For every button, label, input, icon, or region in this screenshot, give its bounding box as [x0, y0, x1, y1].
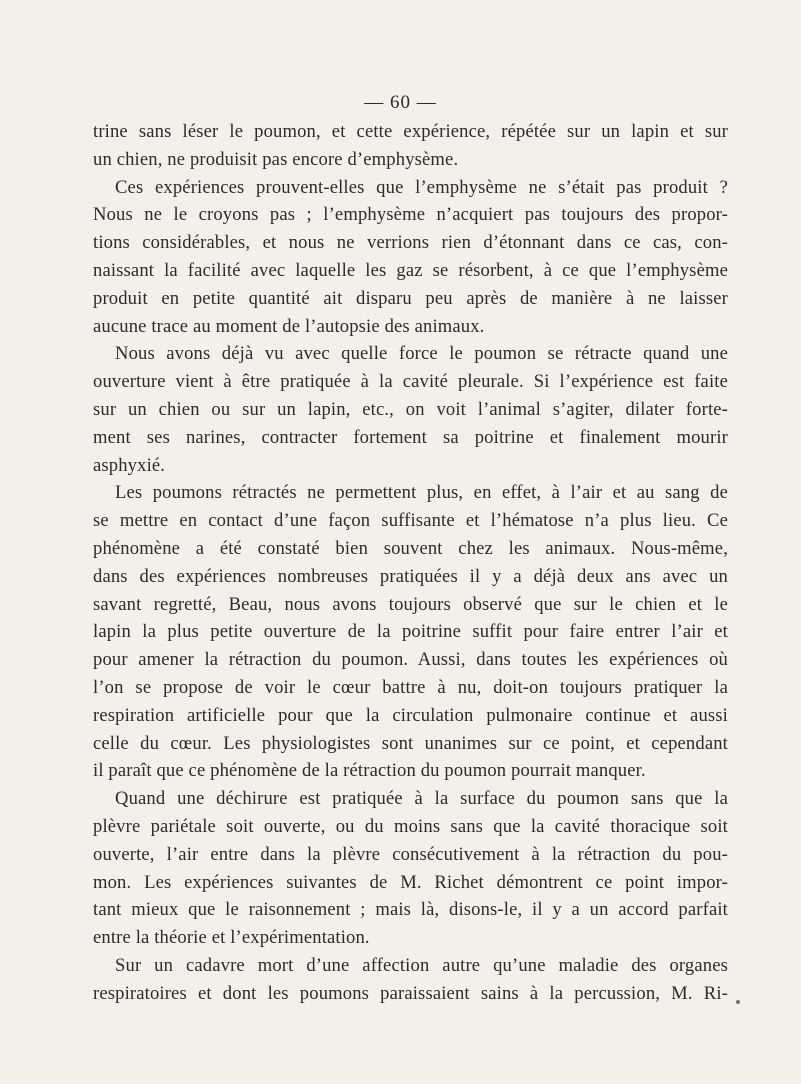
text-line: savant regretté, Beau, nous avons toujours observé que sur le chien et le [93, 593, 728, 615]
text-line: aucune trace au moment de l’autopsie des animaux. [93, 315, 485, 337]
text-line: respiration artificielle pour que la circulation pulmonaire continue et aussi [93, 704, 728, 726]
text-line: entre la théorie et l’expérimentation. [93, 927, 370, 949]
text-line: phénomène a été constaté bien souvent chez les animaux. Nous-même, [93, 537, 728, 559]
text-line: ouverte, l’air entre dans la plèvre consécutivement à la rétraction du pou- [93, 843, 728, 865]
text-line: tions considérables, et nous ne verrions rien d’étonnant dans ce cas, con- [93, 232, 728, 254]
text-line: ment ses narines, contracter fortement sa poitrine et finalement mourir [93, 426, 728, 448]
text-line: il paraît que ce phénomène de la rétraction du poumon pourrait manquer. [93, 760, 646, 782]
text-line: dans des expériences nombreuses pratiquées il y a déjà deux ans avec un [93, 565, 728, 587]
text-line: mon. Les expériences suivantes de M. Richet démontrent ce point impor- [93, 871, 728, 893]
text-line: naissant la facilité avec laquelle les gaz se résorbent, à ce que l’emphysème [93, 259, 728, 281]
text-line: respiratoires et dont les poumons paraissaient sains à la percussion, M. Ri- [93, 982, 728, 1004]
text-line: ouverture vient à être pratiquée à la cavité pleurale. Si l’expérience est faite [93, 371, 728, 393]
text-line: Sur un cadavre mort d’une affection autre qu’une maladie des organes [115, 954, 728, 976]
text-line: tant mieux que le raisonnement ; mais là, disons-le, il y a un accord parfait [93, 899, 728, 921]
paper-speck [736, 1000, 740, 1004]
text-line: pour amener la rétraction du poumon. Aussi, dans toutes les expériences où [93, 649, 728, 671]
text-line: sur un chien ou sur un lapin, etc., on voit l’animal s’agiter, dilater forte- [93, 398, 728, 420]
text-line: Les poumons rétractés ne permettent plus, en effet, à l’air et au sang de [115, 482, 728, 504]
page-number: — 60 — [364, 92, 437, 113]
text-line: Nous avons déjà vu avec quelle force le poumon se rétracte quand une [115, 343, 728, 365]
text-line: asphyxié. [93, 454, 166, 476]
text-line: Quand une déchirure est pratiquée à la surface du poumon sans que la [115, 788, 728, 810]
text-line: trine sans léser le poumon, et cette expérience, répétée sur un lapin et sur [93, 121, 728, 142]
text-line: l’on se propose de voir le cœur battre à nu, doit-on toujours pratiquer la [93, 676, 728, 698]
text-line: se mettre en contact d’une façon suffisante et l’hématose n’a plus lieu. Ce [93, 510, 728, 532]
text-line: produit en petite quantité ait disparu peu après de manière à ne laisser [93, 287, 728, 309]
text-line: Nous ne le croyons pas ; l’emphysème n’acquiert pas toujours des propor- [93, 204, 728, 226]
text-line: lapin la plus petite ouverture de la poitrine suffit pour faire entrer l’air et [93, 621, 728, 643]
text-line: celle du cœur. Les physiologistes sont unanimes sur ce point, et cependant [93, 732, 728, 754]
text-line: plèvre pariétale soit ouverte, ou du moins sans que la cavité thoracique soit [93, 815, 728, 837]
text-line: un chien, ne produisit pas encore d’emphysème. [93, 148, 459, 170]
body-text [93, 118, 728, 1008]
text-line: Ces expériences prouvent-elles que l’emphysème ne s’était pas produit ? [115, 176, 728, 198]
